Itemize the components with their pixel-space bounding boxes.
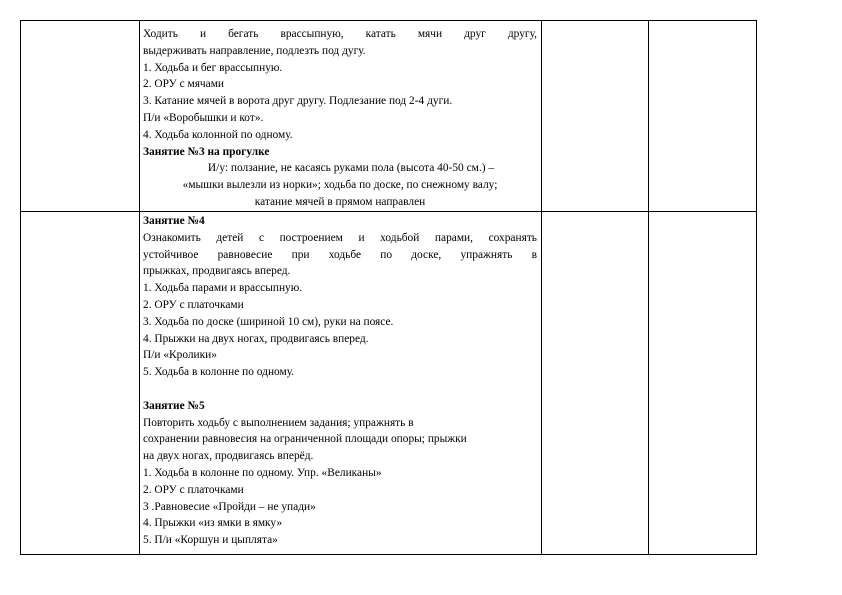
lesson4-step-6: 5. Ходьба в колонне по одному. xyxy=(143,366,295,379)
row1-line-1: Ходить и бегать врассыпную, катать мячи друг другу, xyxy=(143,28,537,40)
row1-line-3: 1. Ходьба и бег врассыпную. xyxy=(143,61,283,74)
table-border-col4 xyxy=(648,20,649,555)
walk-line-3: катание мячей в прямом направлен xyxy=(254,195,426,208)
lesson5-goal-1: Повторить ходьбу с выполнением задания; упражнять в xyxy=(143,416,414,429)
walk-line-2: «мышки вылезли из норки»; ходьба по доске, по снежному валу; xyxy=(182,179,498,192)
lesson5-title: Занятие №5 xyxy=(143,399,205,412)
table-border-left xyxy=(20,20,21,555)
lesson4-step-1: 1. Ходьба парами и врассыпную. xyxy=(143,282,303,295)
row1-line-5: 3. Катание мячей в ворота друг другу. Подлезание под 2-4 дуги. xyxy=(143,95,453,108)
lesson5-step-5: 5. П/и «Коршун и цыплята» xyxy=(143,534,278,547)
lesson4-goal-2: устойчивое равновесие при ходьбе по доске, упражнять в xyxy=(143,248,537,261)
table-border-col2 xyxy=(139,20,140,555)
lesson4-step-3: 3. Ходьба по доске (шириной 10 см), руки на поясе. xyxy=(143,315,394,328)
table-row-1-content xyxy=(143,26,537,211)
table-row-divider xyxy=(20,211,757,212)
lesson4-goal-3: прыжках, продвигаясь вперед. xyxy=(143,265,291,278)
table-border-col3 xyxy=(541,20,542,555)
lesson5-step-4: 4. Прыжки «из ямки в ямку» xyxy=(143,517,283,530)
lesson5-step-1: 1. Ходьба в колонне по одному. Упр. «Великаны» xyxy=(143,466,382,479)
row1-line-7: 4. Ходьба колонной по одному. xyxy=(143,128,293,141)
lesson3-walk-title: Занятие №3 на прогулке xyxy=(143,145,270,158)
lesson4-goal-1: Ознакомить детей с построением и ходьбой парами, сохранять xyxy=(143,231,537,244)
row1-line-4: 2. ОРУ с мячами xyxy=(143,78,225,91)
lesson4-title: Занятие №4 xyxy=(143,215,205,227)
paragraph-gap xyxy=(143,381,537,398)
row1-line-6: П/и «Воробышки и кот». xyxy=(143,111,264,124)
table-border-top xyxy=(20,20,757,21)
lesson4-step-2: 2. ОРУ с платочками xyxy=(143,298,244,311)
lesson4-step-5: П/и «Кролики» xyxy=(143,349,217,362)
row1-line-2: выдерживать направление, подлезть под дугу. xyxy=(143,44,366,57)
table-row-2-content xyxy=(143,213,537,549)
walk-line-1: И/у: ползание, не касаясь руками пола (высота 40-50 см.) – xyxy=(207,162,495,175)
lesson5-step-2: 2. ОРУ с платочками xyxy=(143,483,244,496)
lesson5-step-3: 3 .Равновесие «Пройди – не упади» xyxy=(143,500,316,513)
lesson5-goal-3: на двух ногах, продвигаясь вперёд. xyxy=(143,450,314,463)
lesson4-step-4: 4. Прыжки на двух ногах, продвигаясь вперед. xyxy=(143,332,369,345)
lesson5-goal-2: сохранении равновесия на ограниченной площади опоры; прыжки xyxy=(143,433,467,446)
table-border-right xyxy=(756,20,757,555)
table-border-bottom xyxy=(20,554,757,555)
